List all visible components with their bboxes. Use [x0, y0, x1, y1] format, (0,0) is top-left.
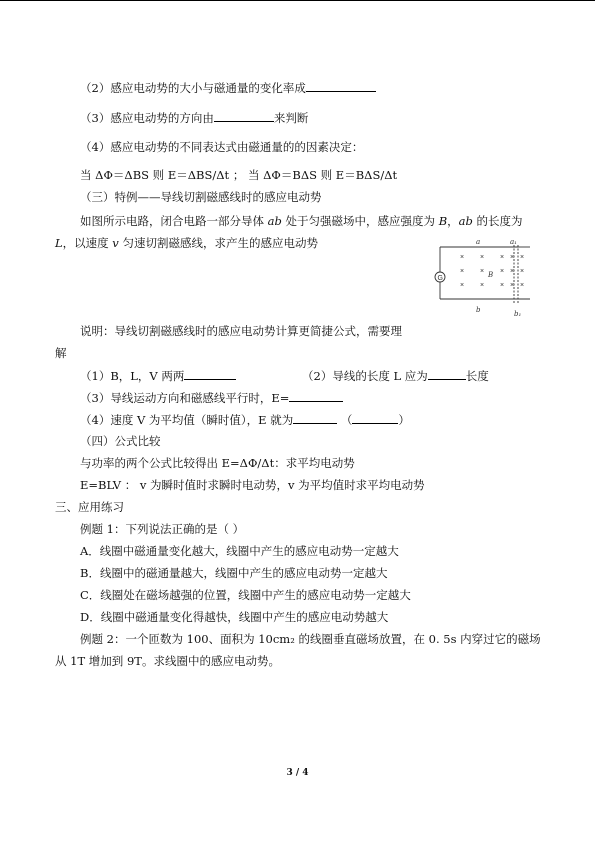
paragraph-line: L，以速度 v 匀速切割磁感线，求产生的感应电动势 [55, 236, 318, 250]
formula-compare-line: 与功率的两个公式比较得出 E=ΔΦ/Δt：求平均电动势 [80, 456, 355, 470]
section-3-heading: （三）特例——导线切割磁感线时的感应电动势 [80, 190, 322, 204]
option-b: B．线圈中的磁通量越大，线圈中产生的感应电动势一定越大 [80, 566, 388, 580]
svg-text:×: × [480, 268, 485, 275]
item-2: （2）感应电动势的大小与磁通量的变化率成 [80, 80, 376, 95]
option-a: A．线圈中磁通量变化越大，线圈中产生的感应电动势一定越大 [80, 544, 399, 558]
answer-blank[interactable] [352, 412, 398, 424]
svg-text:×: × [500, 268, 505, 275]
circuit-diagram [430, 237, 536, 319]
svg-text:×: × [520, 282, 525, 289]
option-d: D．线圈中磁通量变化得越快，线圈中产生的感应电动势越大 [80, 610, 389, 624]
section-heading-practice: 三、应用练习 [55, 500, 124, 514]
svg-text:×: × [480, 282, 485, 289]
svg-text:G: G [437, 275, 443, 282]
svg-text:×: × [500, 282, 505, 289]
svg-text:×: × [460, 268, 465, 275]
page-number: 3 / 4 [286, 768, 309, 778]
item-4b: （4）速度 V 为平均值（瞬时值），E 就为 （ ） [80, 413, 410, 427]
svg-text:×: × [460, 282, 465, 289]
example-2-question: 从 1T 增加到 9T。求线圈中的感应电动势。 [55, 654, 280, 668]
paragraph-line: 如图所示电路，闭合电路一部分导体 ab 处于匀强磁场中，感应强度为 B，ab 的长度为 [80, 214, 523, 228]
item-1: （1）B，L，V 两两 [80, 368, 236, 383]
svg-text:×: × [500, 254, 505, 261]
item-3: （3）感应电动势的方向由 来判断 [80, 111, 309, 125]
svg-text:×: × [520, 268, 525, 275]
answer-blank[interactable] [214, 110, 274, 122]
note-line: 说明：导线切割磁感线时的感应电动势计算更简捷公式，需要理 [80, 324, 402, 338]
svg-text:a: a [476, 238, 481, 246]
formula-line: 当 ΔΦ＝ΔBS 则 E＝ΔBS/Δt ； 当 ΔΦ＝BΔS 则 E＝BΔS/Δt [80, 168, 398, 182]
answer-blank[interactable] [293, 412, 337, 424]
svg-text:b: b [476, 306, 481, 314]
item-2b: （2）导线的长度 L 应为 长度 [302, 369, 489, 383]
note-line: 解 [55, 346, 67, 360]
item-4: （4）感应电动势的不同表达式由磁通量的的因素决定： [80, 140, 364, 154]
example-2-question: 例题 2：一个匝数为 100、面积为 10cm₂ 的线圈垂直磁场放置，在 0. 5s 内穿过它的磁场 [80, 632, 541, 646]
answer-blank[interactable] [428, 368, 466, 380]
section-4-heading: （四）公式比较 [80, 434, 161, 448]
svg-text:×: × [460, 254, 465, 261]
svg-text:×: × [480, 254, 485, 261]
svg-text:×: × [510, 254, 515, 261]
example-1-question: 例题 1：下列说法正确的是（ ） [80, 522, 245, 536]
svg-text:b₁: b₁ [514, 310, 522, 318]
answer-blank[interactable] [184, 368, 236, 380]
top-rule [0, 0, 595, 1]
svg-text:a₁: a₁ [510, 238, 517, 246]
svg-text:×: × [510, 268, 515, 275]
svg-text:B: B [488, 271, 494, 279]
item-3b: （3）导线运动方向和磁感线平行时，E= [80, 390, 343, 405]
formula-compare-line: E=BLV ： v 为瞬时值时求瞬时电动势，v 为平均值时求平均电动势 [80, 478, 425, 492]
svg-text:×: × [520, 254, 525, 261]
svg-text:×: × [510, 282, 515, 289]
answer-blank[interactable] [306, 80, 376, 92]
answer-blank[interactable] [289, 390, 343, 402]
option-c: C．线圈处在磁场越强的位置，线圈中产生的感应电动势一定越大 [80, 588, 411, 602]
